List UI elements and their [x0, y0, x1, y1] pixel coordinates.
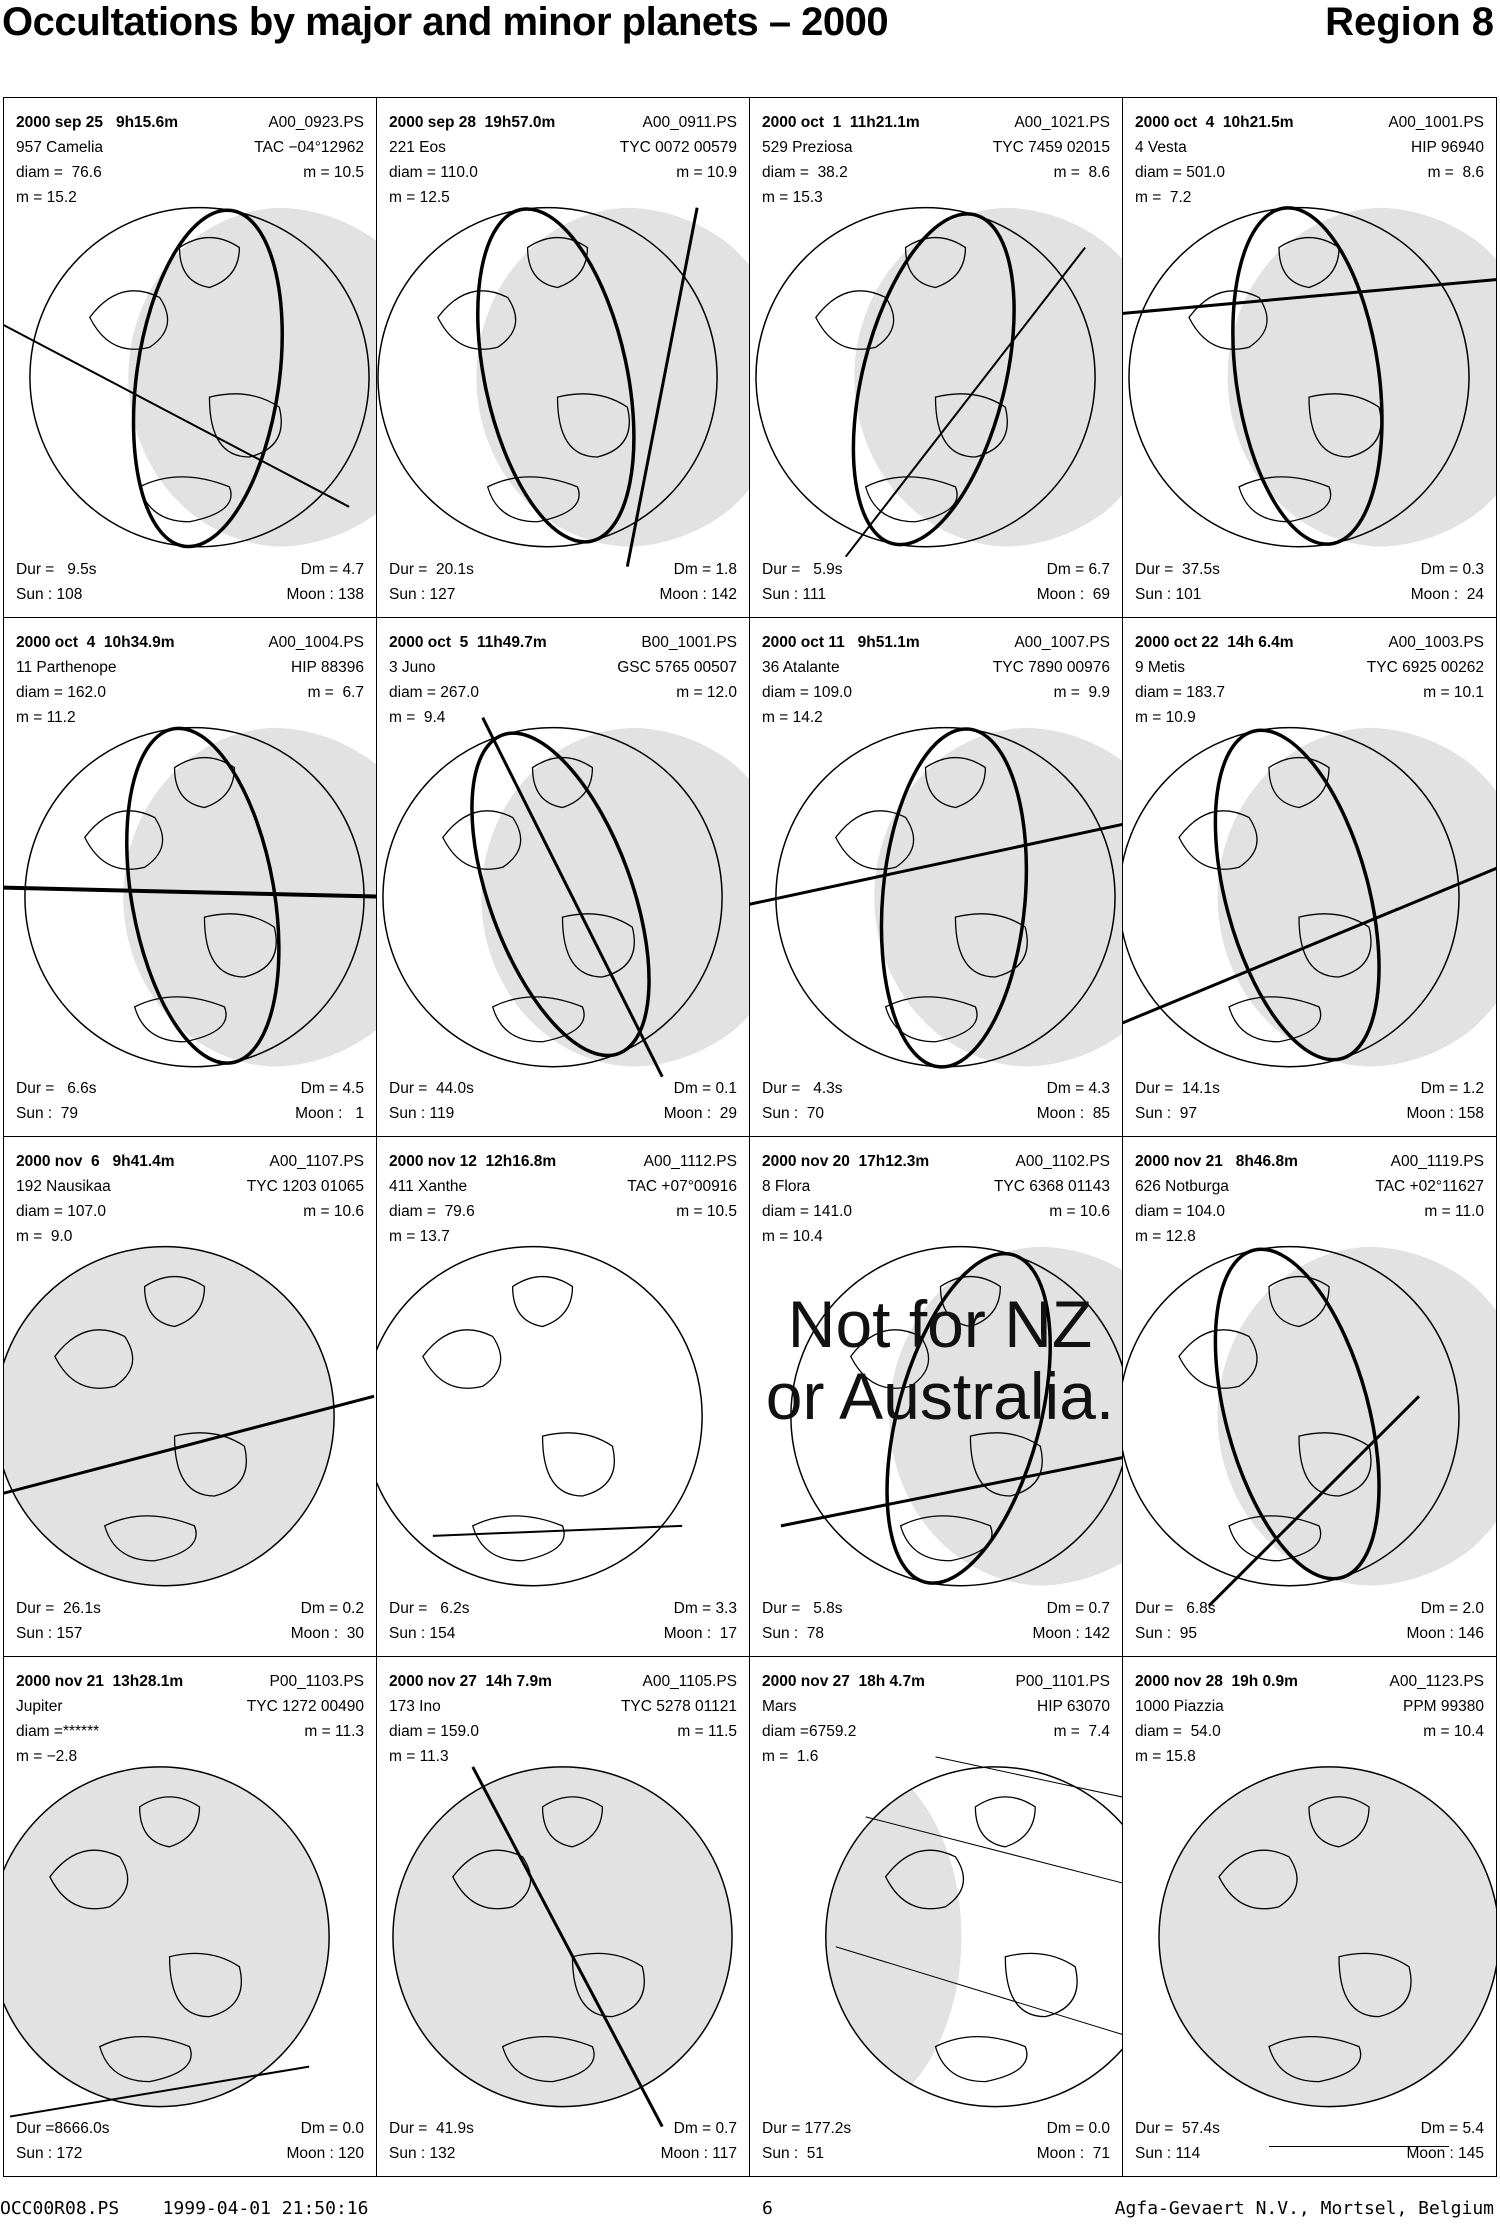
duration: Dur = 5.8s [762, 1599, 843, 1617]
object-magnitude: m = 13.7 [389, 1228, 450, 1245]
event-date: 2000 nov 6 9h41.4m [16, 1153, 175, 1170]
panel-footer [16, 1076, 364, 1126]
footer-datetime: 1999-04-01 21:50:16 [162, 2198, 369, 2219]
panel-header [16, 1149, 364, 1249]
panel-header [762, 110, 1110, 210]
sun-elongation: Sun : 172 [16, 2145, 83, 2162]
footer-file: OCC00R08.PS [0, 2198, 120, 2219]
sun-elongation: Sun : 127 [389, 585, 456, 603]
event-date: 2000 oct 5 11h49.7m [389, 633, 547, 651]
duration: Dur = 5.9s [762, 560, 843, 578]
object-magnitude: m = 12.8 [1135, 1228, 1196, 1245]
panel-header [762, 630, 1110, 730]
sun-elongation: Sun : 111 [762, 585, 827, 603]
moon-elongation: Moon : 17 [663, 1624, 737, 1642]
diameter: diam = 104.0 [1135, 1203, 1226, 1220]
diameter: diam = 79.6 [389, 1203, 475, 1220]
object-name: 411 Xanthe [389, 1178, 468, 1195]
object-name: 192 Nausikaa [16, 1178, 111, 1195]
object-magnitude: m = 7.2 [1135, 189, 1192, 206]
panel-footer [1135, 1596, 1484, 1646]
file-name: A00_0911.PS [642, 114, 737, 131]
occultation-path [433, 1526, 682, 1536]
occultation-panel [750, 1657, 1123, 2177]
star-id: TYC 7459 02015 [992, 139, 1110, 156]
magnitude-drop: Dm = 0.1 [673, 1080, 737, 1097]
diameter: diam = 183.7 [1135, 683, 1226, 701]
duration: Dur = 6.6s [16, 1080, 97, 1097]
occultation-panel [4, 1657, 377, 2177]
file-name: A00_1107.PS [269, 1153, 364, 1170]
event-date: 2000 oct 4 10h34.9m [16, 633, 175, 651]
panel-footer [16, 2116, 364, 2166]
file-name: A00_1119.PS [1390, 1153, 1484, 1170]
night-shading [1228, 208, 1496, 547]
object-name: Jupiter [16, 1697, 63, 1715]
panel-footer [389, 557, 737, 607]
occultation-panel [1123, 1137, 1496, 1657]
magnitude-drop: Dm = 0.0 [1046, 2120, 1110, 2137]
event-date: 2000 oct 11 9h51.1m [762, 633, 920, 651]
panel-header [1135, 110, 1484, 210]
panel-header [762, 1149, 1110, 1249]
object-magnitude: m = 1.6 [762, 1747, 819, 1765]
panel-header [1135, 1669, 1484, 1769]
overlay-text-line-2: or Australia. [765, 1359, 1115, 1433]
region-label: Region 8 [1325, 0, 1494, 44]
event-date: 2000 nov 27 18h 4.7m [762, 1672, 925, 1690]
duration: Dur = 57.4s [1135, 2120, 1220, 2137]
moon-elongation: Moon : 71 [1036, 2145, 1110, 2162]
star-id: TYC 6925 00262 [1366, 658, 1484, 676]
file-name: B00_1001.PS [641, 633, 737, 651]
star-id: TYC 7890 00976 [992, 658, 1110, 676]
panel-header [16, 110, 364, 210]
star-magnitude: m = 10.6 [303, 1203, 364, 1220]
object-magnitude: m = 15.8 [1135, 1747, 1196, 1765]
moon-elongation: Moon : 142 [659, 585, 737, 603]
object-magnitude: m = 12.5 [389, 189, 450, 206]
star-id: HIP 63070 [1037, 1697, 1110, 1715]
occultation-panel [4, 1137, 377, 1657]
moon-elongation: Moon : 85 [1036, 1105, 1110, 1122]
sun-elongation: Sun : 97 [1135, 1105, 1198, 1122]
magnitude-drop: Dm = 0.0 [300, 2120, 364, 2137]
file-name: A00_1112.PS [643, 1153, 737, 1170]
event-date: 2000 nov 21 8h46.8m [1135, 1153, 1298, 1170]
moon-elongation: Moon : 117 [660, 2145, 737, 2162]
object-name: 36 Atalante [762, 658, 840, 676]
object-magnitude: m = 15.3 [762, 189, 823, 206]
diameter: diam = 38.2 [762, 164, 848, 181]
star-id: HIP 88396 [291, 658, 364, 676]
magnitude-drop: Dm = 4.3 [1046, 1080, 1110, 1097]
star-magnitude: m = 10.1 [1423, 683, 1484, 701]
event-date: 2000 nov 21 13h28.1m [16, 1672, 184, 1690]
coastline [1005, 1953, 1077, 2016]
moon-elongation: Moon : 142 [1032, 1624, 1110, 1642]
duration: Dur = 6.8s [1135, 1599, 1216, 1617]
star-id: TYC 5278 01121 [620, 1697, 737, 1715]
night-shading [1218, 727, 1496, 1066]
object-name: 4 Vesta [1135, 139, 1187, 156]
sun-elongation: Sun : 108 [16, 585, 83, 603]
panel-footer [389, 2116, 737, 2166]
event-date: 2000 nov 27 14h 7.9m [389, 1672, 552, 1690]
diameter: diam =****** [16, 1722, 100, 1740]
duration: Dur = 37.5s [1135, 560, 1220, 578]
object-name: 957 Camelia [16, 139, 104, 156]
occultation-panel [4, 98, 377, 618]
object-name: 221 Eos [389, 139, 446, 156]
object-magnitude: m = 15.2 [16, 189, 77, 206]
file-name: A00_1003.PS [1388, 633, 1484, 651]
magnitude-drop: Dm = 4.5 [300, 1080, 364, 1097]
sun-elongation: Sun : 101 [1135, 585, 1202, 603]
occultation-panel [377, 98, 750, 618]
night-shading [481, 727, 749, 1066]
panel-header [389, 1669, 737, 1769]
diameter: diam = 501.0 [1135, 164, 1226, 181]
coastline [423, 1330, 501, 1388]
star-magnitude: m = 6.7 [307, 683, 364, 701]
panel-footer [1135, 1076, 1484, 1126]
object-name: 8 Flora [762, 1178, 811, 1195]
moon-elongation: Moon : 69 [1036, 585, 1110, 603]
diameter: diam = 267.0 [389, 683, 480, 701]
magnitude-drop: Dm = 1.8 [673, 560, 737, 578]
event-date: 2000 nov 12 12h16.8m [389, 1153, 557, 1170]
object-magnitude: m = 14.2 [762, 708, 823, 726]
occultation-panel [377, 618, 750, 1138]
star-magnitude: m = 10.5 [676, 1203, 737, 1220]
coastline [513, 1277, 573, 1327]
file-name: A00_1123.PS [1389, 1672, 1484, 1690]
sun-elongation: Sun : 154 [389, 1624, 456, 1642]
file-name: A00_0923.PS [268, 114, 364, 131]
duration: Dur =8666.0s [16, 2120, 110, 2137]
star-id: GSC 5765 00507 [617, 658, 737, 676]
sun-elongation: Sun : 95 [1135, 1624, 1198, 1642]
star-magnitude: m = 10.9 [676, 164, 737, 181]
globe-outline [377, 1247, 702, 1586]
magnitude-drop: Dm = 0.2 [300, 1599, 364, 1617]
diameter: diam = 162.0 [16, 683, 107, 701]
duration: Dur = 44.0s [389, 1080, 474, 1097]
occultation-panel [1123, 98, 1496, 618]
diameter: diam = 54.0 [1135, 1722, 1221, 1740]
magnitude-drop: Dm = 0.7 [1046, 1599, 1110, 1617]
night-shading [1159, 1766, 1496, 2106]
star-magnitude: m = 11.0 [1424, 1203, 1484, 1220]
panel-footer [762, 2116, 1110, 2166]
object-name: 11 Parthenope [16, 658, 117, 676]
duration: Dur = 20.1s [389, 560, 474, 578]
object-name: 173 Ino [389, 1697, 441, 1715]
star-id: TYC 6368 01143 [993, 1178, 1110, 1195]
night-shading [1218, 1247, 1496, 1586]
star-magnitude: m = 10.4 [1423, 1722, 1484, 1740]
coastline [473, 1516, 564, 1561]
night-shading [854, 208, 1122, 547]
magnitude-drop: Dm = 0.3 [1420, 560, 1484, 578]
panel-footer [762, 557, 1110, 607]
duration: Dur = 41.9s [389, 2120, 474, 2137]
footer-file-timestamp [0, 2198, 368, 2219]
duration: Dur = 6.2s [389, 1599, 470, 1617]
sun-elongation: Sun : 119 [389, 1105, 455, 1122]
panel-header [16, 630, 364, 730]
star-id: TAC −04°12962 [254, 139, 364, 156]
diameter: diam = 76.6 [16, 164, 102, 181]
duration: Dur = 4.3s [762, 1080, 843, 1097]
panel-header [389, 110, 737, 210]
object-name: 1000 Piazzia [1135, 1697, 1224, 1715]
duration: Dur = 177.2s [762, 2120, 852, 2137]
occultation-panel [750, 618, 1123, 1138]
star-id: TAC +07°00916 [627, 1178, 737, 1195]
object-name: Mars [762, 1697, 797, 1715]
panel-header [389, 1149, 737, 1249]
file-name: A00_1004.PS [268, 633, 364, 651]
star-magnitude: m = 11.3 [304, 1722, 364, 1740]
sun-elongation: Sun : 78 [762, 1624, 825, 1642]
panel-footer [762, 1596, 1110, 1646]
sun-elongation: Sun : 157 [16, 1624, 83, 1642]
night-shading [476, 208, 749, 547]
moon-elongation: Moon : 1 [295, 1105, 364, 1122]
panel-footer [1135, 2116, 1484, 2166]
event-date: 2000 oct 22 14h 6.4m [1135, 633, 1294, 651]
event-date: 2000 oct 1 11h21.1m [762, 114, 920, 131]
occultation-panel [4, 618, 377, 1138]
event-date: 2000 nov 20 17h12.3m [762, 1153, 930, 1170]
panel-footer [16, 557, 364, 607]
file-name: P00_1101.PS [1015, 1672, 1110, 1690]
sun-elongation: Sun : 51 [762, 2145, 825, 2162]
file-name: A00_1105.PS [642, 1672, 737, 1690]
moon-elongation: Moon : 138 [286, 585, 364, 603]
star-magnitude: m = 9.9 [1053, 683, 1110, 701]
panel-header [1135, 630, 1484, 730]
star-magnitude: m = 11.5 [677, 1722, 737, 1740]
object-name: 9 Metis [1135, 658, 1185, 676]
magnitude-drop: Dm = 2.0 [1420, 1599, 1484, 1617]
magnitude-drop: Dm = 6.7 [1046, 560, 1110, 578]
moon-elongation: Moon : 24 [1410, 585, 1484, 603]
diameter: diam = 110.0 [389, 164, 478, 181]
duration: Dur = 14.1s [1135, 1080, 1220, 1097]
panel-grid [3, 97, 1497, 2177]
event-date: 2000 nov 28 19h 0.9m [1135, 1672, 1298, 1690]
duration: Dur = 9.5s [16, 560, 97, 578]
occultation-panel [377, 1657, 750, 2177]
duration: Dur = 26.1s [16, 1599, 101, 1617]
diameter: diam = 159.0 [389, 1722, 480, 1740]
event-date: 2000 sep 28 19h57.0m [389, 114, 556, 131]
coastline [543, 1433, 615, 1496]
object-magnitude: m = 11.3 [389, 1747, 449, 1765]
magnitude-drop: Dm = 1.2 [1420, 1080, 1484, 1097]
object-magnitude: m = −2.8 [16, 1747, 78, 1765]
star-id: TYC 1203 01065 [246, 1178, 364, 1195]
star-id: PPM 99380 [1403, 1697, 1484, 1715]
panel-footer [762, 1076, 1110, 1126]
moon-elongation: Moon : 29 [663, 1105, 737, 1122]
coastline [975, 1796, 1035, 1846]
occultation-panel [1123, 1657, 1496, 2177]
file-name: A00_1007.PS [1014, 633, 1110, 651]
magnitude-drop: Dm = 3.3 [673, 1599, 737, 1617]
object-name: 3 Juno [389, 658, 436, 676]
star-id: TYC 0072 00579 [619, 139, 737, 156]
file-name: P00_1103.PS [269, 1672, 364, 1690]
event-date: 2000 oct 4 10h21.5m [1135, 114, 1294, 131]
moon-elongation: Moon : 145 [1406, 2145, 1484, 2162]
overlay-text-line-1: Not for NZ [787, 1287, 1093, 1361]
event-date: 2000 sep 25 9h15.6m [16, 114, 179, 131]
coastline [936, 2036, 1027, 2081]
object-name: 626 Notburga [1135, 1178, 1229, 1195]
diameter: diam = 109.0 [762, 683, 853, 701]
star-magnitude: m = 10.6 [1049, 1203, 1110, 1220]
object-magnitude: m = 10.4 [762, 1228, 823, 1245]
magnitude-drop: Dm = 0.7 [673, 2120, 737, 2137]
star-magnitude: m = 8.6 [1053, 164, 1110, 181]
file-name: A00_1102.PS [1015, 1153, 1110, 1170]
occultation-panel [750, 98, 1123, 618]
diameter: diam = 107.0 [16, 1203, 107, 1220]
star-magnitude: m = 12.0 [676, 683, 737, 701]
sun-elongation: Sun : 79 [16, 1105, 79, 1122]
page-title: Occultations by major and minor planets – 2000 [2, 0, 889, 44]
object-magnitude: m = 11.2 [16, 708, 76, 726]
file-name: A00_1021.PS [1014, 114, 1110, 131]
magnitude-drop: Dm = 4.7 [300, 560, 364, 578]
object-magnitude: m = 9.0 [16, 1228, 73, 1245]
panel-footer [389, 1076, 737, 1126]
moon-elongation: Moon : 158 [1406, 1105, 1484, 1122]
night-shading [128, 208, 376, 547]
object-magnitude: m = 9.4 [389, 708, 446, 726]
panel-header [1135, 1149, 1484, 1249]
night-shading [4, 1247, 334, 1586]
occultation-panel [1123, 618, 1496, 1138]
moon-elongation: Moon : 30 [290, 1624, 364, 1642]
sun-elongation: Sun : 114 [1135, 2145, 1201, 2162]
footer-page-number: 6 [762, 2198, 773, 2219]
star-id: TYC 1272 00490 [246, 1697, 364, 1715]
occultation-panel [377, 1137, 750, 1657]
object-magnitude: m = 10.9 [1135, 708, 1196, 726]
star-id: HIP 96940 [1411, 139, 1484, 156]
diameter: diam = 141.0 [762, 1203, 853, 1220]
panel-footer [389, 1596, 737, 1646]
magnitude-drop: Dm = 5.4 [1420, 2120, 1484, 2137]
panel-footer [1135, 557, 1484, 607]
moon-elongation: Moon : 120 [286, 2145, 364, 2162]
panel-header [16, 1669, 364, 1769]
diameter: diam =6759.2 [762, 1722, 857, 1740]
star-magnitude: m = 8.6 [1427, 164, 1484, 181]
night-shading [750, 1749, 961, 2123]
sun-elongation: Sun : 132 [389, 2145, 456, 2162]
sun-elongation: Sun : 70 [762, 1105, 825, 1122]
moon-elongation: Moon : 146 [1406, 1624, 1484, 1642]
footer-organization: Agfa-Gevaert N.V., Mortsel, Belgium [1114, 2198, 1494, 2219]
panel-footer [16, 1596, 364, 1646]
star-magnitude: m = 10.5 [303, 164, 364, 181]
panel-header [389, 630, 737, 730]
object-name: 529 Preziosa [762, 139, 853, 156]
panel-header [762, 1669, 1110, 1769]
file-name: A00_1001.PS [1388, 114, 1484, 131]
star-id: TAC +02°11627 [1375, 1178, 1484, 1195]
star-magnitude: m = 7.4 [1053, 1722, 1110, 1740]
overlay-stamp [750, 1288, 1130, 1432]
